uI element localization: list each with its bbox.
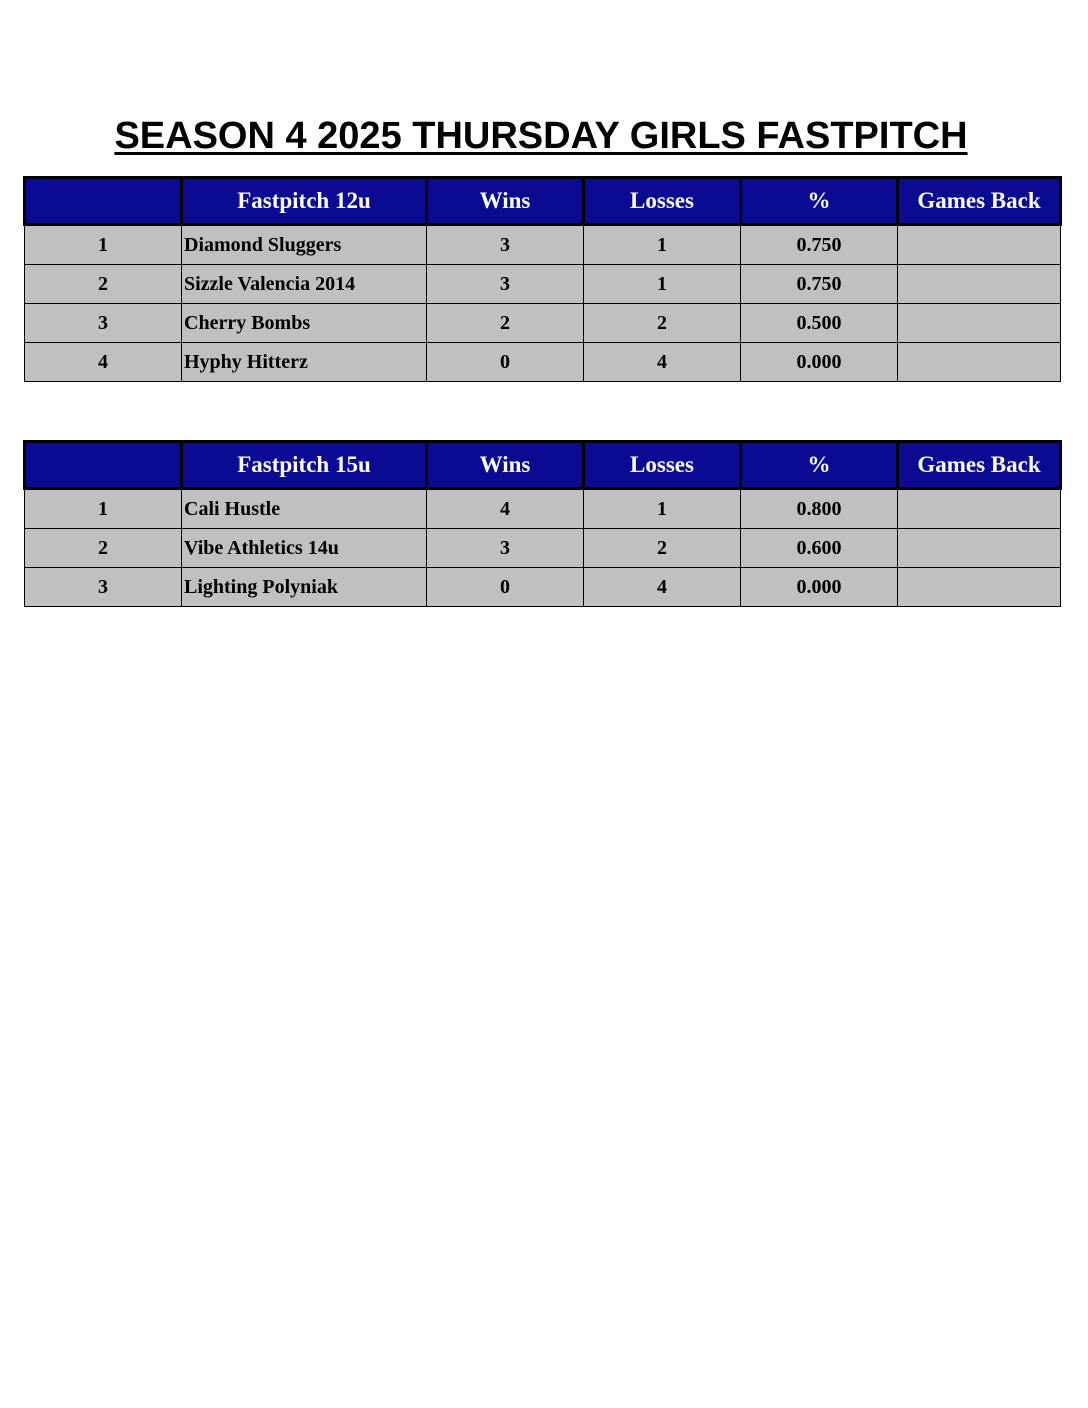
percent-cell: 0.000 bbox=[741, 568, 898, 607]
percent-header: % bbox=[741, 442, 898, 489]
games-back-cell bbox=[898, 225, 1061, 265]
losses-cell: 1 bbox=[584, 225, 741, 265]
percent-cell: 0.800 bbox=[741, 489, 898, 529]
team-cell: Cherry Bombs bbox=[182, 304, 427, 343]
team-cell: Cali Hustle bbox=[182, 489, 427, 529]
rank-cell: 1 bbox=[25, 489, 182, 529]
losses-header: Losses bbox=[584, 442, 741, 489]
table-row bbox=[25, 225, 1061, 265]
rank-cell: 1 bbox=[25, 225, 182, 265]
percent-cell: 0.600 bbox=[741, 529, 898, 568]
games-back-header: Games Back bbox=[898, 178, 1061, 225]
division-header: Fastpitch 15u bbox=[182, 442, 427, 489]
rank-cell: 2 bbox=[25, 529, 182, 568]
standings-table-15u bbox=[23, 440, 1062, 607]
losses-cell: 4 bbox=[584, 343, 741, 382]
rank-cell: 3 bbox=[25, 304, 182, 343]
wins-cell: 3 bbox=[427, 265, 584, 304]
team-cell: Diamond Sluggers bbox=[182, 225, 427, 265]
wins-cell: 0 bbox=[427, 343, 584, 382]
rank-cell: 3 bbox=[25, 568, 182, 607]
table-row bbox=[25, 265, 1061, 304]
percent-cell: 0.000 bbox=[741, 343, 898, 382]
standings-table-12u bbox=[23, 176, 1062, 382]
table-row bbox=[25, 343, 1061, 382]
table-row bbox=[25, 529, 1061, 568]
losses-cell: 4 bbox=[584, 568, 741, 607]
percent-header: % bbox=[741, 178, 898, 225]
losses-header: Losses bbox=[584, 178, 741, 225]
games-back-cell bbox=[898, 568, 1061, 607]
wins-header: Wins bbox=[427, 178, 584, 225]
table-header-row bbox=[25, 442, 1061, 489]
percent-cell: 0.750 bbox=[741, 265, 898, 304]
rank-cell: 2 bbox=[25, 265, 182, 304]
games-back-header: Games Back bbox=[898, 442, 1061, 489]
losses-cell: 2 bbox=[584, 529, 741, 568]
table-row bbox=[25, 304, 1061, 343]
games-back-cell bbox=[898, 489, 1061, 529]
rank-cell: 4 bbox=[25, 343, 182, 382]
wins-header: Wins bbox=[427, 442, 584, 489]
wins-cell: 3 bbox=[427, 529, 584, 568]
division-header: Fastpitch 12u bbox=[182, 178, 427, 225]
wins-cell: 4 bbox=[427, 489, 584, 529]
table-header-row bbox=[25, 178, 1061, 225]
games-back-cell bbox=[898, 304, 1061, 343]
wins-cell: 3 bbox=[427, 225, 584, 265]
table-row bbox=[25, 568, 1061, 607]
losses-cell: 2 bbox=[584, 304, 741, 343]
team-cell: Lighting Polyniak bbox=[182, 568, 427, 607]
percent-cell: 0.750 bbox=[741, 225, 898, 265]
wins-cell: 2 bbox=[427, 304, 584, 343]
team-cell: Sizzle Valencia 2014 bbox=[182, 265, 427, 304]
page-title: SEASON 4 2025 THURSDAY GIRLS FASTPITCH bbox=[114, 115, 968, 157]
rank-header bbox=[25, 178, 182, 225]
table-row bbox=[25, 489, 1061, 529]
games-back-cell bbox=[898, 343, 1061, 382]
losses-cell: 1 bbox=[584, 265, 741, 304]
wins-cell: 0 bbox=[427, 568, 584, 607]
games-back-cell bbox=[898, 265, 1061, 304]
games-back-cell bbox=[898, 529, 1061, 568]
percent-cell: 0.500 bbox=[741, 304, 898, 343]
team-cell: Vibe Athletics 14u bbox=[182, 529, 427, 568]
rank-header bbox=[25, 442, 182, 489]
team-cell: Hyphy Hitterz bbox=[182, 343, 427, 382]
losses-cell: 1 bbox=[584, 489, 741, 529]
